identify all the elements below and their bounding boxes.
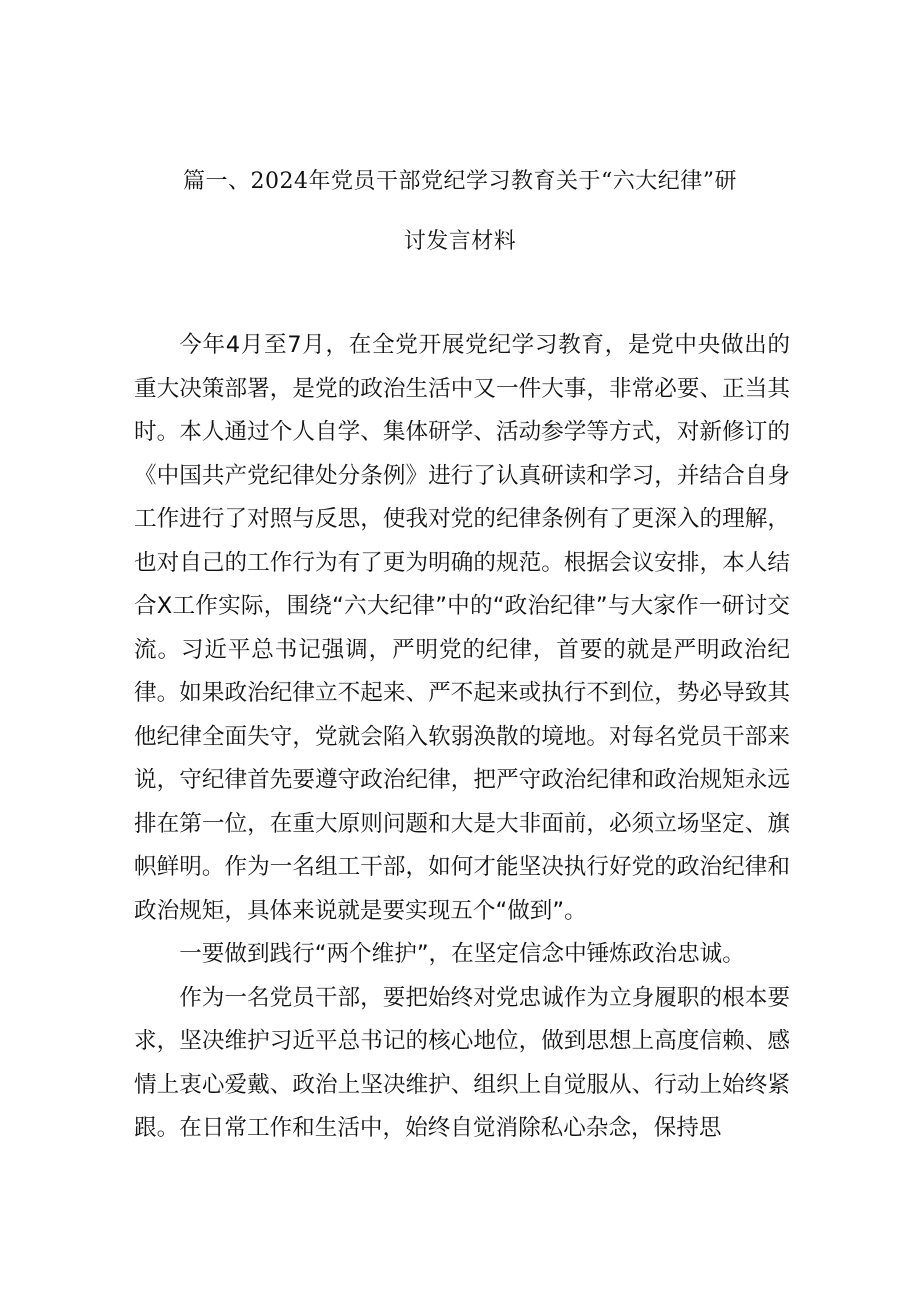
paragraph-body-one: 作为一名党员干部，要把始终对党忠诚作为立身履职的根本要求，坚决维护习近平总书记的核心地位，做到思想上高度信赖、感情上衷心爱戴、政治上坚决维护、组织上自觉服从、行动上始终紧跟。在日常工作和生活中，始终自觉消除私心杂念，保持思: [134, 984, 790, 1141]
title-line-1: 篇一、2024年党员干部党纪学习教育关于“六大纪律”研: [183, 169, 737, 194]
title-line-2: 讨发言材料: [403, 229, 517, 254]
paragraph-heading-one: 一要做到践行“两个维护”，在坚定信念中锤炼政治忠诚。: [179, 941, 745, 967]
document-title: [130, 166, 790, 258]
document-body: [134, 324, 790, 1151]
paragraph-intro: 今年4月至7月，在全党开展党纪学习教育，是党中央做出的重大决策部署，是党的政治生活中又一件大事，非常必要、正当其时。本人通过个人自学、集体研学、活动参学等方式，对新修订的《中国共产党纪律处分条例》进行了认真研读和学习，并结合自身工作进行了对照与反思，使我对党的纪律条例有了更深入的理解，也对自己的工作行为有了更为明确的规范。根据会议安排，本人结合X工作实际，围绕“六大纪律”中的“政治纪律”与大家作一研讨交流。习近平总书记强调，严明党的纪律，首要的就是严明政治纪律。如果政治纪律立不起来、严不起来或执行不到位，势必导致其他纪律全面失守，党就会陷入软弱涣散的境地。对每名党员干部来说，守纪律首先要遵守政治纪律，把严守政治纪律和政治规矩永远排在第一位，在重大原则问题和大是大非面前，必须立场坚定、旗帜鲜明。作为一名组工干部，如何才能坚决执行好党的政治纪律和政治规矩，具体来说就是要实现五个“做到”。: [134, 332, 790, 924]
